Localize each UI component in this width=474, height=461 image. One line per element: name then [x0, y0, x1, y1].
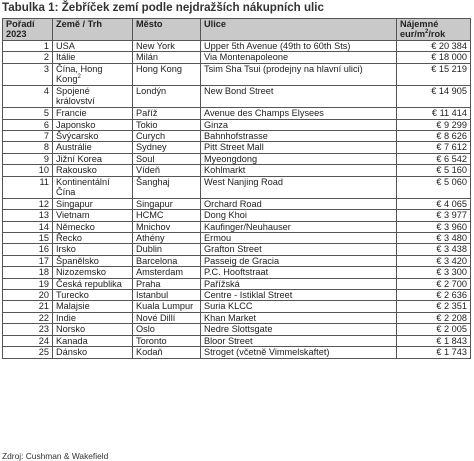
country-text: Španělsko — [56, 255, 99, 266]
table-row — [3, 244, 471, 255]
table-row — [3, 267, 471, 278]
street-cell: Myeongdong — [201, 153, 397, 164]
city-cell: Šanghaj — [133, 176, 201, 198]
rank-cell: 19 — [3, 278, 53, 289]
rent-cell: € 5 160 — [397, 165, 471, 176]
rank-cell: 12 — [3, 198, 53, 209]
table-row — [3, 198, 471, 209]
country-cell — [53, 210, 133, 221]
street-cell: Ermou — [201, 233, 397, 244]
table-row — [3, 52, 471, 63]
country-text: Nizozemsko — [56, 267, 107, 278]
country-text: Malajsie — [56, 301, 90, 312]
country-text: Austrálie — [56, 142, 92, 153]
header-street: Ulice — [201, 19, 397, 41]
header-rank: Pořadí 2023 — [3, 19, 53, 41]
city-cell: Milán — [133, 52, 201, 63]
street-cell: Kaufinger/Neuhauser — [201, 221, 397, 232]
table-row — [3, 347, 471, 358]
rent-cell: € 3 960 — [397, 221, 471, 232]
street-cell: P.C. Hooftstraat — [201, 267, 397, 278]
rank-cell: 15 — [3, 233, 53, 244]
source-note: Zdroj: Cushman & Wakefield — [2, 451, 109, 461]
table-row — [3, 119, 471, 130]
country-cell — [53, 255, 133, 266]
rank-cell: 3 — [3, 63, 53, 85]
country-text: Norsko — [56, 324, 86, 335]
table-row — [3, 108, 471, 119]
table-row — [3, 301, 471, 312]
header-city: Město — [133, 19, 201, 41]
country-text: Rakousko — [56, 165, 97, 176]
country-cell — [53, 312, 133, 323]
country-text: Singapur — [56, 198, 93, 209]
table-row — [3, 255, 471, 266]
city-cell: Barcelona — [133, 255, 201, 266]
city-cell: Vídeň — [133, 165, 201, 176]
table-row — [3, 335, 471, 346]
country-text: USA — [56, 41, 75, 51]
country-cell — [53, 278, 133, 289]
table-row — [3, 176, 471, 198]
country-cell — [53, 108, 133, 119]
street-cell: Centre - Istiklal Street — [201, 290, 397, 301]
street-cell: Stroget (včetně Vimmelskaftet) — [201, 347, 397, 358]
rank-cell: 13 — [3, 210, 53, 221]
table-row — [3, 324, 471, 335]
country-cell — [53, 86, 133, 108]
country-text: Jižní Korea — [56, 153, 102, 164]
city-cell: Amsterdam — [133, 267, 201, 278]
street-cell: Grafton Street — [201, 244, 397, 255]
city-cell: Londýn — [133, 86, 201, 108]
city-cell: Soul — [133, 153, 201, 164]
country-cell — [53, 301, 133, 312]
table-row — [3, 165, 471, 176]
country-cell — [53, 131, 133, 142]
city-cell: HCMC — [133, 210, 201, 221]
city-cell: Sydney — [133, 142, 201, 153]
rent-cell: € 2 636 — [397, 290, 471, 301]
country-text: Spojené království — [56, 86, 95, 107]
street-cell: Dong Khoi — [201, 210, 397, 221]
country-cell — [53, 63, 133, 85]
country-text: Kanada — [56, 335, 88, 346]
city-cell: Curych — [133, 131, 201, 142]
rent-cell: € 14 905 — [397, 86, 471, 108]
country-text: Francie — [56, 108, 87, 119]
country-cell — [53, 153, 133, 164]
street-cell: Kohlmarkt — [201, 165, 397, 176]
city-cell: Athény — [133, 233, 201, 244]
rank-cell: 23 — [3, 324, 53, 335]
rent-cell: € 8 626 — [397, 131, 471, 142]
country-text: Švýcarsko — [56, 131, 99, 141]
city-cell: Kodaň — [133, 347, 201, 358]
street-cell: Pařížská — [201, 278, 397, 289]
table-row — [3, 41, 471, 52]
country-cell — [53, 165, 133, 176]
rank-cell: 5 — [3, 108, 53, 119]
rent-cell: € 15 219 — [397, 63, 471, 85]
city-cell: Toronto — [133, 335, 201, 346]
country-text: Japonsko — [56, 119, 96, 130]
country-cell — [53, 176, 133, 198]
shopping-streets-table — [2, 18, 471, 359]
country-cell — [53, 52, 133, 63]
country-text: Německo — [56, 221, 95, 232]
street-cell: Bloor Street — [201, 335, 397, 346]
rent-cell: € 20 384 — [397, 41, 471, 52]
table-row — [3, 131, 471, 142]
table-row — [3, 63, 471, 85]
city-cell: Hong Kong — [133, 63, 201, 85]
rent-cell: € 5 060 — [397, 176, 471, 198]
street-cell: Via Montenapoleone — [201, 52, 397, 63]
rank-cell: 16 — [3, 244, 53, 255]
rent-cell: € 4 065 — [397, 198, 471, 209]
rent-cell: € 9 299 — [397, 119, 471, 130]
table-row — [3, 142, 471, 153]
rank-cell: 9 — [3, 153, 53, 164]
table-row — [3, 221, 471, 232]
city-cell: Oslo — [133, 324, 201, 335]
city-cell: Praha — [133, 278, 201, 289]
country-text: Indie — [56, 312, 76, 323]
country-footnote: 2 — [77, 74, 81, 81]
header-country: Země / Trh — [53, 19, 133, 41]
country-text: Irsko — [56, 244, 76, 255]
rank-cell: 24 — [3, 335, 53, 346]
rank-cell: 2 — [3, 52, 53, 63]
table-row — [3, 153, 471, 164]
table-title: Tabulka 1: Žebříček zemí podle nejdražších nákupních ulic — [2, 1, 324, 14]
city-cell: New York — [133, 41, 201, 52]
street-cell: Upper 5th Avenue (49th to 60th Sts) — [201, 41, 397, 52]
city-cell: Istanbul — [133, 290, 201, 301]
country-text: Dánsko — [56, 347, 88, 358]
table-row — [3, 210, 471, 221]
country-cell — [53, 142, 133, 153]
street-cell: Passeig de Gracia — [201, 255, 397, 266]
country-text: Kontinentální Čína — [56, 176, 110, 198]
rank-cell: 20 — [3, 290, 53, 301]
rent-cell: € 2 700 — [397, 278, 471, 289]
country-cell — [53, 41, 133, 52]
country-text: Řecko — [56, 233, 83, 244]
table-row — [3, 233, 471, 244]
rent-cell: € 6 542 — [397, 153, 471, 164]
rank-cell: 18 — [3, 267, 53, 278]
rent-cell: € 2 005 — [397, 324, 471, 335]
rank-cell: 1 — [3, 41, 53, 52]
street-cell: Bahnhofstrasse — [201, 131, 397, 142]
street-cell: New Bond Street — [201, 86, 397, 108]
city-cell: Tokio — [133, 119, 201, 130]
country-text: Turecko — [56, 290, 89, 301]
rent-cell: € 3 977 — [397, 210, 471, 221]
table-row — [3, 290, 471, 301]
city-cell: Nové Dillí — [133, 312, 201, 323]
rank-cell: 10 — [3, 165, 53, 176]
table-header-row — [3, 19, 471, 41]
street-cell: Pitt Street Mall — [201, 142, 397, 153]
table-row — [3, 312, 471, 323]
country-cell — [53, 267, 133, 278]
country-cell — [53, 290, 133, 301]
rent-cell: € 3 438 — [397, 244, 471, 255]
rank-cell: 14 — [3, 221, 53, 232]
country-text: Česká republika — [56, 278, 122, 289]
country-text: Čína, Hong Kong — [56, 63, 103, 85]
rank-cell: 25 — [3, 347, 53, 358]
rank-cell: 21 — [3, 301, 53, 312]
street-cell: Orchard Road — [201, 198, 397, 209]
country-cell — [53, 347, 133, 358]
city-cell: Kuala Lumpur — [133, 301, 201, 312]
street-cell: Nedre Slottsgate — [201, 324, 397, 335]
country-text: Itálie — [56, 52, 76, 63]
country-cell — [53, 244, 133, 255]
table-row — [3, 86, 471, 108]
country-cell — [53, 324, 133, 335]
rent-cell: € 7 612 — [397, 142, 471, 153]
header-rent: Nájemné eur/$m^2$/rok — [397, 19, 471, 41]
rank-cell: 6 — [3, 119, 53, 130]
table-row — [3, 278, 471, 289]
street-cell: West Nanjing Road — [201, 176, 397, 198]
country-cell — [53, 221, 133, 232]
country-cell — [53, 198, 133, 209]
street-cell: Suria KLCC — [201, 301, 397, 312]
rent-cell: € 1 743 — [397, 347, 471, 358]
rent-cell: € 3 420 — [397, 255, 471, 266]
country-cell — [53, 119, 133, 130]
rent-cell: € 18 000 — [397, 52, 471, 63]
rent-cell: € 3 300 — [397, 267, 471, 278]
rent-cell: € 2 351 — [397, 301, 471, 312]
table-body — [3, 41, 471, 359]
rank-cell: 4 — [3, 86, 53, 108]
street-cell: Khan Market — [201, 312, 397, 323]
street-cell: Tsim Sha Tsui (prodejny na hlavní ulici) — [201, 63, 397, 85]
country-cell — [53, 335, 133, 346]
rank-cell: 8 — [3, 142, 53, 153]
city-cell: Dublin — [133, 244, 201, 255]
rent-cell: € 3 480 — [397, 233, 471, 244]
rent-cell: € 11 414 — [397, 108, 471, 119]
rent-cell: € 2 208 — [397, 312, 471, 323]
city-cell: Paříž — [133, 108, 201, 119]
rent-cell: € 1 843 — [397, 335, 471, 346]
country-cell — [53, 233, 133, 244]
city-cell: Mnichov — [133, 221, 201, 232]
rank-cell: 11 — [3, 176, 53, 198]
street-cell: Ginza — [201, 119, 397, 130]
city-cell: Singapur — [133, 198, 201, 209]
rank-cell: 17 — [3, 255, 53, 266]
country-text: Vietnam — [56, 210, 90, 221]
rank-cell: 22 — [3, 312, 53, 323]
street-cell: Avenue des Champs Elysees — [201, 108, 397, 119]
rank-cell: 7 — [3, 131, 53, 142]
